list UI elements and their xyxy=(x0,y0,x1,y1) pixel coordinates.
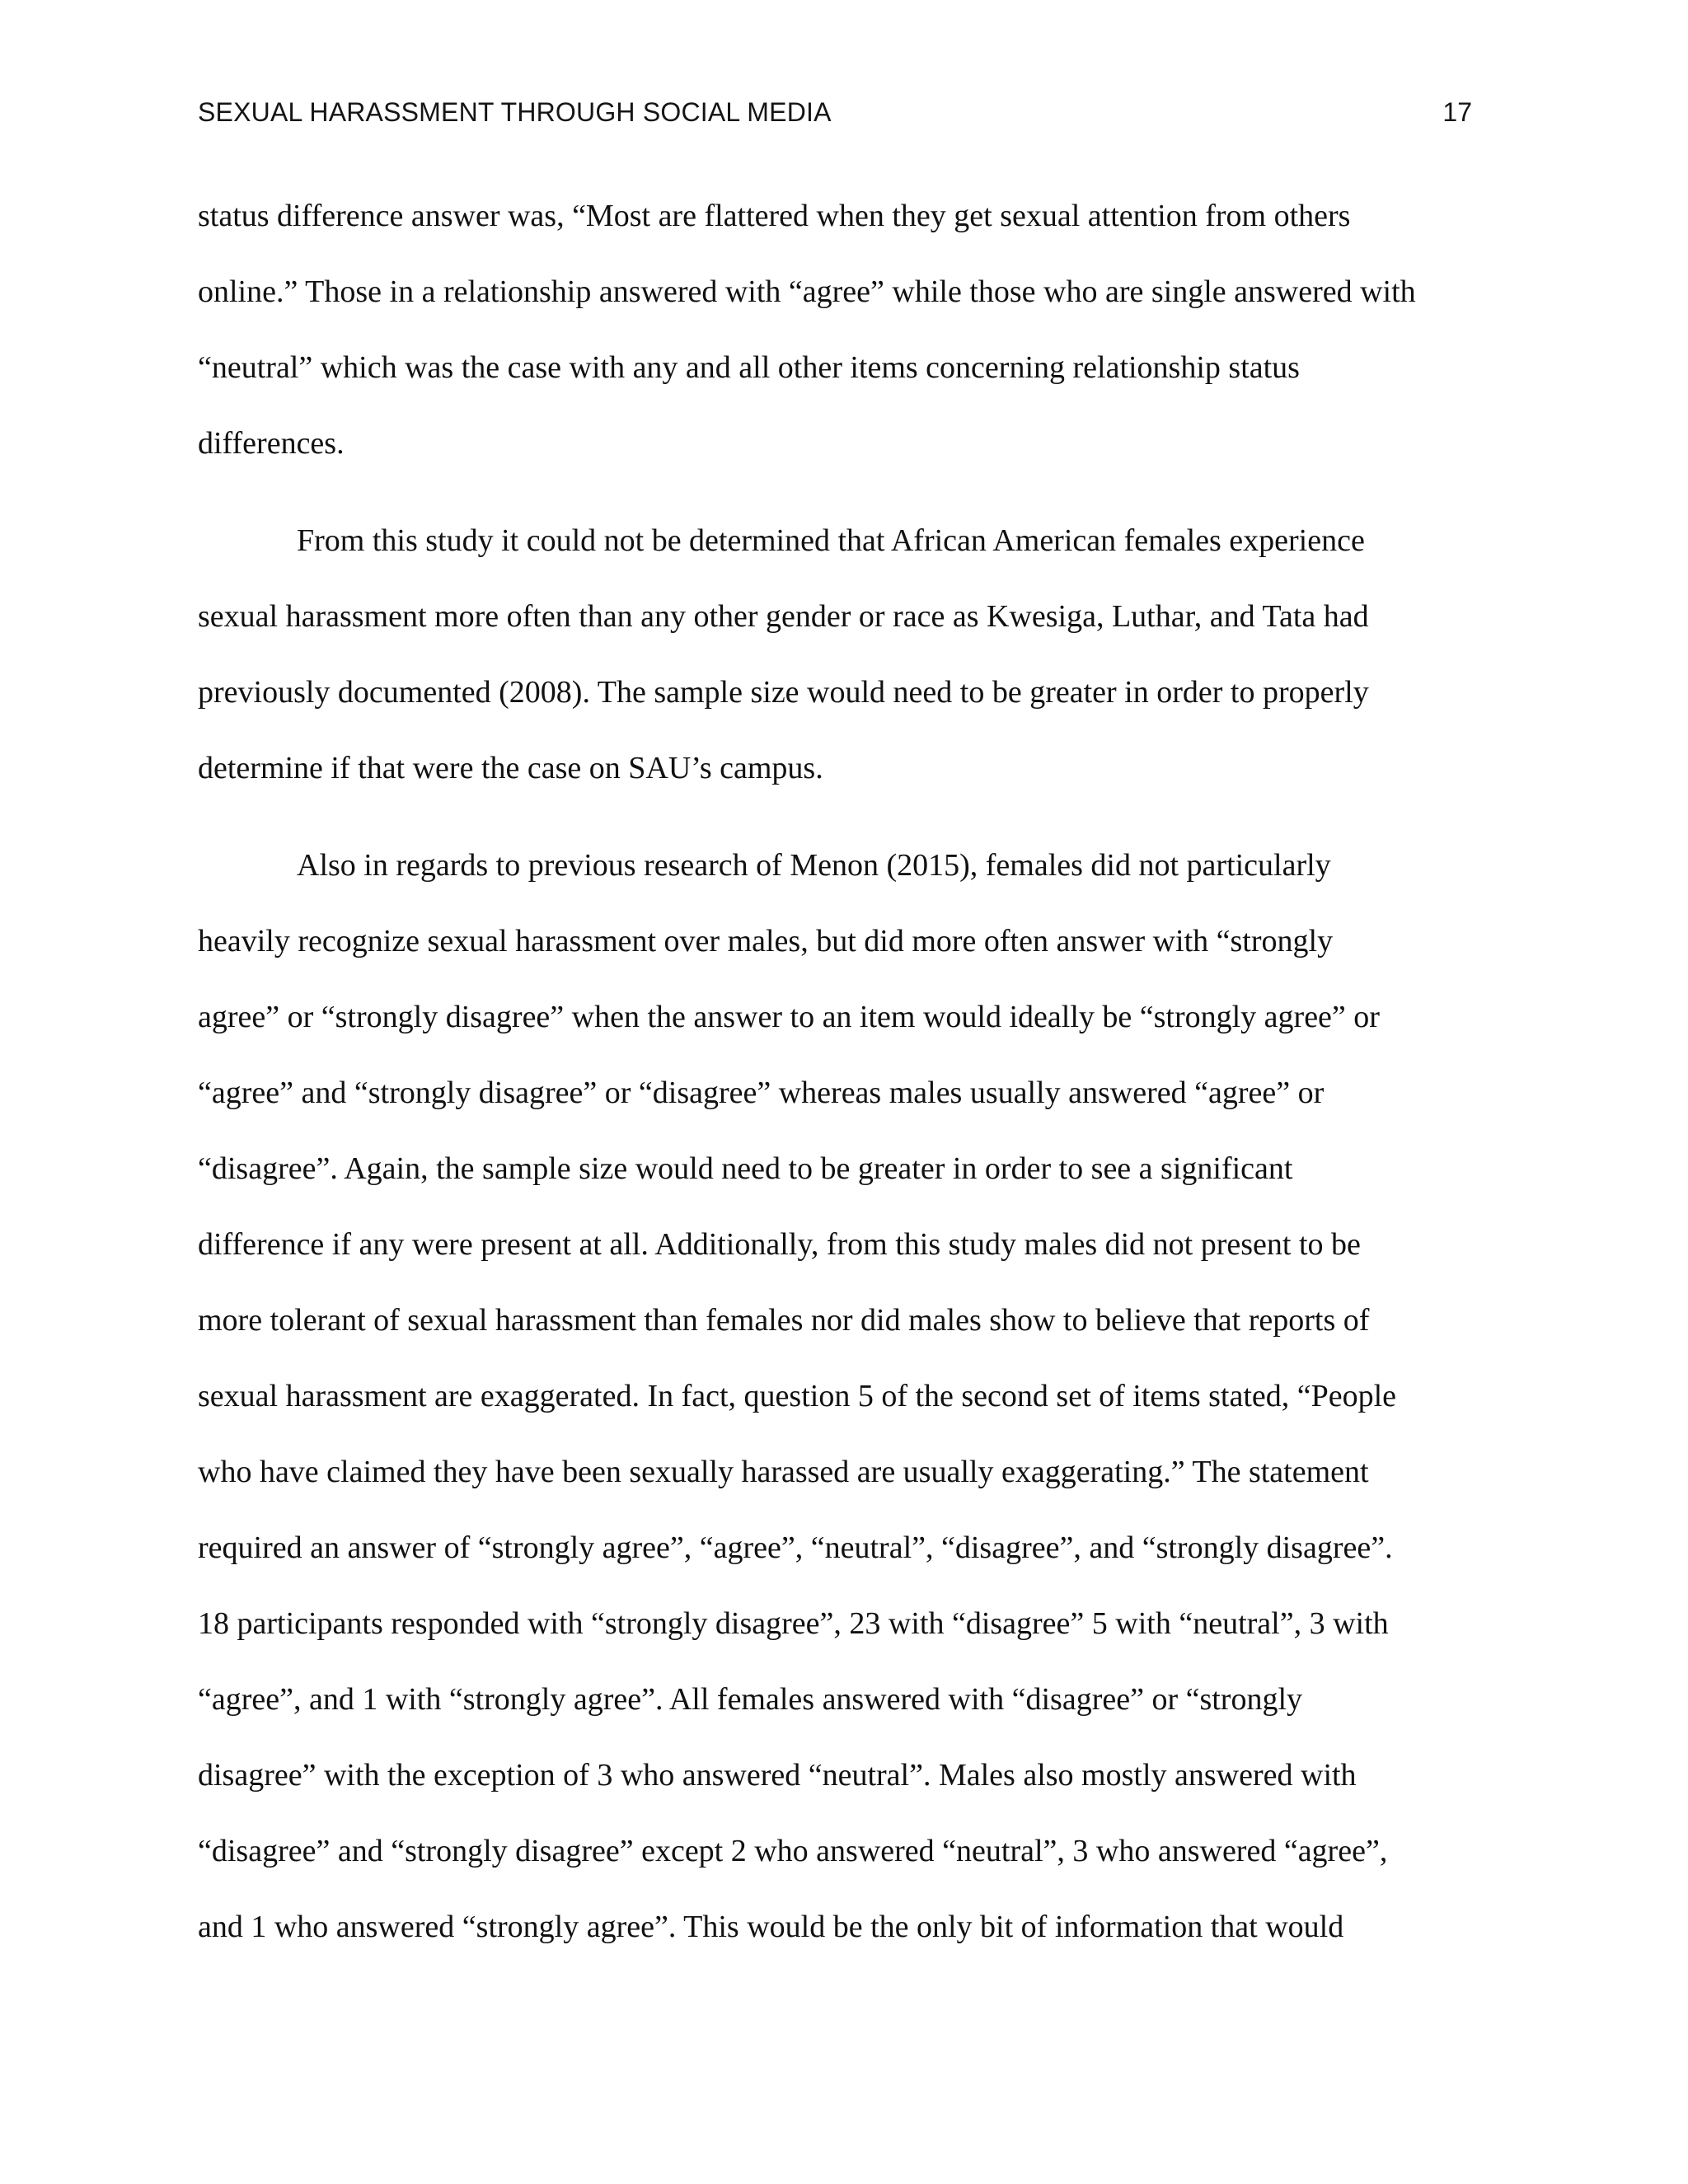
text-line: From this study it could not be determined that African American females experience xyxy=(297,523,1365,558)
running-head: SEXUAL HARASSMENT THROUGH SOCIAL MEDIA xyxy=(198,97,832,127)
text-line: status difference answer was, “Most are flattered when they get sexual attention from others xyxy=(198,199,1351,233)
text-line: “neutral” which was the case with any and all other items concerning relationship status xyxy=(198,350,1300,385)
paragraph-gender-findings xyxy=(198,846,1484,1983)
text-line: sexual harassment are exaggerated. In fact, question 5 of the second set of items stated, “People xyxy=(198,1379,1397,1413)
text-line: 18 participants responded with “strongly disagree”, 23 with “disagree” 5 with “neutral”, 3 with xyxy=(198,1606,1389,1641)
text-line: and 1 who answered “strongly agree”. This would be the only bit of information that would xyxy=(198,1910,1344,1944)
text-line: online.” Those in a relationship answered with “agree” while those who are single answered with xyxy=(198,274,1416,309)
text-line: differences. xyxy=(198,426,345,461)
text-line: who have claimed they have been sexually harassed are usually exaggerating.” The statement xyxy=(198,1455,1369,1489)
text-line: “disagree” and “strongly disagree” except 2 who answered “neutral”, 3 who answered “agree”, xyxy=(198,1834,1388,1868)
paragraph-relationship-status xyxy=(198,196,1484,499)
text-line: disagree” with the exception of 3 who answered “neutral”. Males also mostly answered with xyxy=(198,1758,1357,1793)
text-line: heavily recognize sexual harassment over males, but did more often answer with “strongly xyxy=(198,924,1334,958)
text-line: difference if any were present at all. Additionally, from this study males did not present to be xyxy=(198,1227,1361,1262)
text-line: more tolerant of sexual harassment than females nor did males show to believe that reports of xyxy=(198,1303,1370,1338)
text-line: required an answer of “strongly agree”, “agree”, “neutral”, “disagree”, and “strongly disagree”. xyxy=(198,1530,1393,1565)
text-line: sexual harassment more often than any other gender or race as Kwesiga, Luthar, and Tata had xyxy=(198,599,1369,634)
text-line: “disagree”. Again, the sample size would need to be greater in order to see a significant xyxy=(198,1151,1293,1186)
text-line: “agree” and “strongly disagree” or “disagree” whereas males usually answered “agree” or xyxy=(198,1076,1325,1110)
text-line: agree” or “strongly disagree” when the answer to an item would ideally be “strongly agree” or xyxy=(198,1000,1380,1034)
text-line: determine if that were the case on SAU’s campus. xyxy=(198,751,823,785)
text-line: previously documented (2008). The sample size would need to be greater in order to properly xyxy=(198,675,1369,710)
paragraph-gap xyxy=(198,499,1484,521)
page-number: 17 xyxy=(1442,97,1472,127)
text-line: “agree”, and 1 with “strongly agree”. All females answered with “disagree” or “strongly xyxy=(198,1682,1303,1717)
text-line: Also in regards to previous research of Menon (2015), females did not particularly xyxy=(297,848,1331,883)
paragraph-race-findings xyxy=(198,521,1484,824)
paragraph-gap xyxy=(198,824,1484,846)
body-text xyxy=(198,196,1484,1983)
